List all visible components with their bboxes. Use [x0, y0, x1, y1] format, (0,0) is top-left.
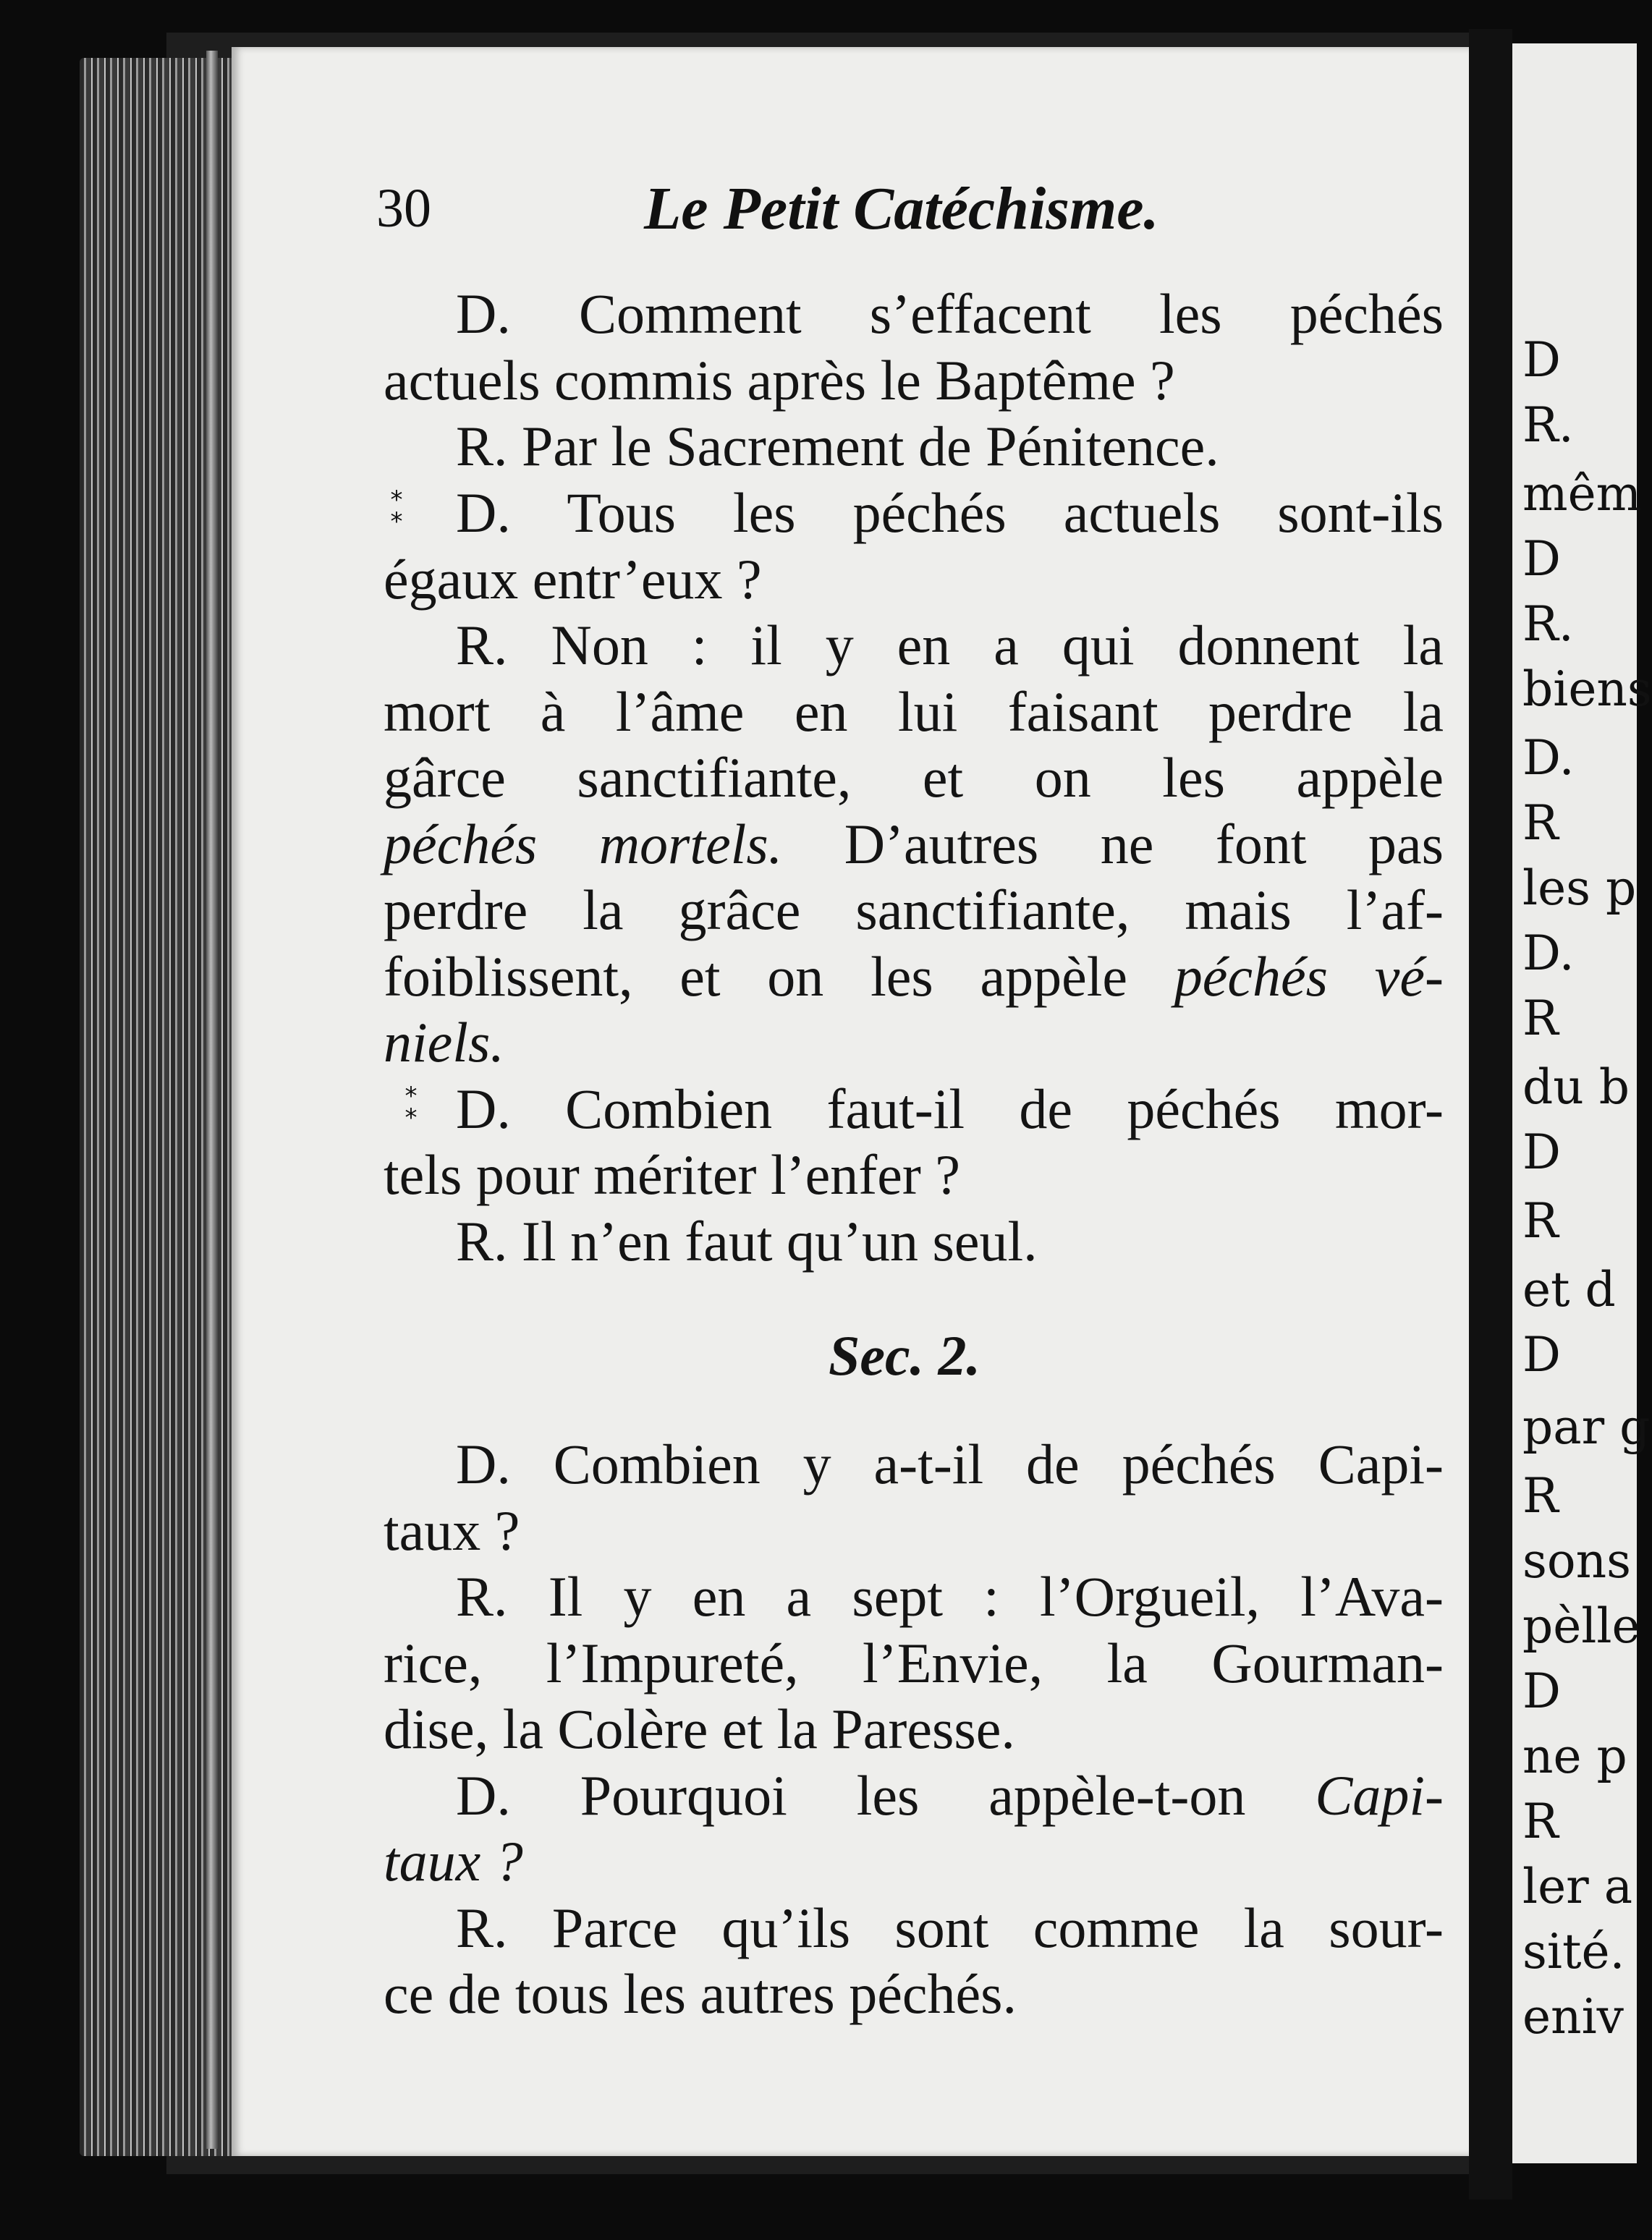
text-line: niels. — [384, 1011, 504, 1074]
italic-term: Capi- — [1315, 1764, 1444, 1827]
facing-page-fragment: sons — [1522, 1533, 1631, 1589]
asterism-marker: * * — [390, 485, 403, 536]
facing-page-fragment: D — [1522, 1663, 1561, 1719]
facing-page-fragment: R — [1522, 1468, 1559, 1524]
facing-page-fragment: D. — [1522, 730, 1575, 786]
text-line: R. Non : il y en a qui donnent la — [456, 614, 1444, 676]
text-line: R. Par le Sacrement de Pénitence. — [456, 415, 1219, 478]
facing-page-fragment: R. — [1522, 397, 1574, 453]
facing-page-fragment: les p — [1522, 860, 1637, 916]
running-title: Le Petit Catéchisme. — [644, 175, 1159, 242]
text-line: égaux entr’eux ? — [384, 548, 762, 611]
facing-page-fragment: D — [1522, 1327, 1561, 1383]
italic-term: péchés vé- — [1174, 945, 1444, 1008]
text-line: foiblissent, et on les appèle péchés vé- — [384, 945, 1444, 1008]
text-line: dise, la Colère et la Paresse. — [384, 1697, 1015, 1760]
facing-page-fragment: R — [1522, 1193, 1559, 1249]
facing-page-fragment: R — [1522, 1794, 1559, 1849]
text-line: rice, l’Impureté, l’Envie, la Gourman- — [384, 1632, 1444, 1694]
facing-page-fragment: R — [1522, 990, 1559, 1046]
text-line: R. Parce qu’ils sont comme la sour- — [456, 1896, 1444, 1959]
facing-page-fragment: ne p — [1522, 1728, 1627, 1784]
facing-page-fragment: par g — [1522, 1399, 1651, 1455]
facing-page-fragment: D — [1522, 531, 1561, 587]
text-line: péchés mortels. D’autres ne font pas — [384, 813, 1444, 875]
facing-page-fragment: R. — [1522, 596, 1574, 652]
text-line: D. Comment s’effacent les péchés — [456, 282, 1444, 345]
text-line: D. Tous les péchés actuels sont-ils — [456, 481, 1444, 544]
text-line: taux ? — [384, 1499, 520, 1562]
text-line: tels pour mériter l’enfer ? — [384, 1143, 960, 1206]
text-line: mort à l’âme en lui faisant perdre la — [384, 680, 1444, 743]
italic-term: péchés mortels. — [384, 813, 783, 875]
facing-page-fragment: D — [1522, 1124, 1561, 1180]
facing-page-fragment: D — [1522, 332, 1561, 388]
text-line: D. Combien faut-il de péchés mor- — [456, 1077, 1444, 1140]
facing-page-fragment: biens — [1522, 661, 1652, 717]
asterism-marker: * * — [404, 1082, 418, 1132]
text-line: D. Combien y a-t-il de péchés Capi- — [456, 1433, 1444, 1496]
text-line: R. Il n’en faut qu’un seul. — [456, 1210, 1038, 1273]
text-line: actuels commis après le Baptême ? — [384, 349, 1175, 412]
facing-page-fragment: mêm — [1522, 466, 1642, 522]
facing-page-fragment: sité. — [1522, 1924, 1625, 1980]
page-number: 30 — [376, 178, 431, 239]
facing-page-fragment: et d — [1522, 1262, 1616, 1318]
facing-page-fragment: ler a — [1522, 1859, 1633, 1914]
facing-page-fragment: D. — [1522, 925, 1575, 981]
facing-page-fragment: pèlle — [1522, 1598, 1640, 1654]
text-line: perdre la grâce sanctifiante, mais l’af- — [384, 878, 1444, 941]
facing-page-fragment: du b — [1522, 1059, 1630, 1115]
text-line: taux ? — [384, 1830, 523, 1893]
facing-page-fragment: eniv — [1522, 1989, 1624, 2045]
text-line: ce de tous les autres péchés. — [384, 1962, 1017, 2025]
section-heading: Sec. 2. — [828, 1324, 981, 1387]
text-line: gârce sanctifiante, et on les appèle — [384, 746, 1444, 809]
text-line: D. Pourquoi les appèle-t-on Capi- — [456, 1764, 1444, 1827]
text-line: R. Il y en a sept : l’Orgueil, l’Ava- — [456, 1565, 1444, 1628]
facing-page-fragment: R — [1522, 795, 1559, 851]
